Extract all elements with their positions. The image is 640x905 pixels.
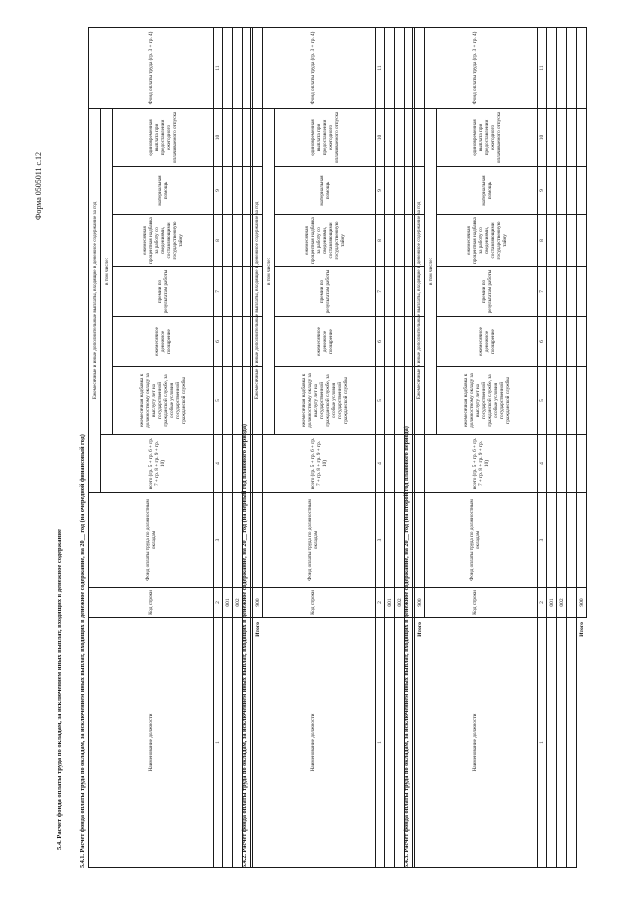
header-position-name: Наименование должности <box>413 618 538 868</box>
header-col8: ежемесячная процентная надбавка за работу со сведениями, составляющими государственную тайну <box>113 215 214 267</box>
column-number: 5 <box>214 367 223 435</box>
header-col9: материальная помощь <box>275 167 376 215</box>
cell-line-code <box>567 588 577 618</box>
column-number: 1 <box>214 618 223 868</box>
rotated-table-block-3 <box>402 27 587 868</box>
cell <box>577 267 587 317</box>
cell-position <box>547 618 557 868</box>
column-number: 7 <box>214 267 223 317</box>
column-number: 10 <box>214 109 223 167</box>
total-line-code: 900 <box>577 588 587 618</box>
cell <box>385 215 395 267</box>
header-line-code: Код строки <box>89 588 214 618</box>
cell <box>223 367 233 435</box>
header-line-code: Код строки <box>413 588 538 618</box>
rotated-table-block-1 <box>78 27 263 868</box>
cell-line-code: 001 <box>385 588 395 618</box>
cell-position <box>557 618 567 868</box>
cell <box>223 215 233 267</box>
header-in-that-number: в том числе: <box>425 109 437 435</box>
cell <box>385 267 395 317</box>
cell-line-code: 002 <box>557 588 567 618</box>
cell <box>547 435 557 493</box>
cell <box>557 493 567 588</box>
cell <box>223 435 233 493</box>
header-in-that-number: в том числе: <box>263 109 275 435</box>
header-col10: единовременная выплата при предоставлении ежегодного оплачиваемого отпуска <box>113 109 214 167</box>
cell <box>223 267 233 317</box>
header-other-payments: Ежемесячные и иные дополнительные выплаты, входящие в денежное содержание за год <box>89 109 101 493</box>
column-number: 9 <box>376 167 385 215</box>
cell <box>577 317 587 367</box>
cell <box>567 109 577 167</box>
total-line-code: 900 <box>253 588 263 618</box>
column-number: 7 <box>538 267 547 317</box>
cell <box>577 493 587 588</box>
cell <box>547 28 557 109</box>
column-number: 6 <box>376 317 385 367</box>
header-col7: премии по результатам работы <box>437 267 538 317</box>
cell <box>547 367 557 435</box>
fund-table <box>88 27 263 868</box>
header-col6: ежемесячное денежное поощрение <box>275 317 376 367</box>
cell <box>567 167 577 215</box>
total-line-code: 900 <box>415 588 425 618</box>
column-number: 8 <box>538 215 547 267</box>
cell-line-code: 001 <box>547 588 557 618</box>
column-number: 9 <box>214 167 223 215</box>
header-position-name: Наименование должности <box>251 618 376 868</box>
cell <box>557 435 567 493</box>
cell <box>557 267 567 317</box>
column-number: 9 <box>538 167 547 215</box>
header-fund-total: Фонд оплаты труда (гр. 3 + гр. 4) <box>413 28 538 109</box>
header-col8: ежемесячная процентная надбавка за работу со сведениями, составляющими государственную тайну <box>275 215 376 267</box>
column-number-row <box>538 28 547 868</box>
column-number: 8 <box>214 215 223 267</box>
cell <box>223 167 233 215</box>
cell <box>577 167 587 215</box>
header-col5: ежемесячная надбавка к должностному окладу за выслугу лет на государственной гражданской службе, за особые условия государственной гражданской службы <box>437 367 538 435</box>
cell <box>577 367 587 435</box>
cell <box>577 109 587 167</box>
column-number: 10 <box>376 109 385 167</box>
cell <box>223 28 233 109</box>
cell <box>577 28 587 109</box>
column-number-row <box>214 28 223 868</box>
column-number: 3 <box>376 493 385 588</box>
header-col9: материальная помощь <box>437 167 538 215</box>
total-label: Итого <box>416 622 423 637</box>
column-number: 4 <box>214 435 223 493</box>
header-col6: ежемесячное денежное поощрение <box>113 317 214 367</box>
cell <box>567 215 577 267</box>
column-number: 4 <box>376 435 385 493</box>
cell <box>385 367 395 435</box>
table-row <box>547 28 557 868</box>
header-col5: ежемесячная надбавка к должностному окладу за выслугу лет на государственной гражданской службе, за особые условия государственной гражданской службы <box>113 367 214 435</box>
column-number: 6 <box>538 317 547 367</box>
form-code: Форма 0505011 с.12 <box>34 151 43 220</box>
column-number: 1 <box>538 618 547 868</box>
cell <box>385 317 395 367</box>
cell <box>547 493 557 588</box>
column-number: 11 <box>376 28 385 109</box>
header-col8: ежемесячная процентная надбавка за работу со сведениями, составляющими государственную тайну <box>437 215 538 267</box>
cell <box>223 317 233 367</box>
total-row <box>577 28 587 868</box>
cell-line-code: 002 <box>395 588 405 618</box>
cell <box>567 493 577 588</box>
cell <box>547 215 557 267</box>
header-salary-fund: Фонд оплаты труда по должностным окладам <box>251 493 376 588</box>
column-number: 11 <box>538 28 547 109</box>
header-col6: ежемесячное денежное поощрение <box>437 317 538 367</box>
cell <box>577 435 587 493</box>
section-title: 5.4. Расчет фонда оплаты труда по окладам, за исключением иных выплат, входящих в денежное содержание <box>56 529 63 850</box>
cell-line-code: 002 <box>233 588 243 618</box>
header-total: всего (гр. 5 + гр. 6 + гр. 7 + гр. 8 + гр. 9 + гр. 10) <box>101 435 214 493</box>
column-number: 2 <box>538 588 547 618</box>
header-total: всего (гр. 5 + гр. 6 + гр. 7 + гр. 8 + гр. 9 + гр. 10) <box>425 435 538 493</box>
cell <box>567 28 577 109</box>
column-number: 4 <box>538 435 547 493</box>
cell <box>567 435 577 493</box>
table-caption: 5.4.3. Расчет фонда оплаты труда по окладам, за исключением иных выплат, входящих в денежное содержание, на 20__ год (на второй год планового периода) <box>403 426 410 868</box>
cell <box>557 167 567 215</box>
column-number: 11 <box>214 28 223 109</box>
header-salary-fund: Фонд оплаты труда по должностным окладам <box>413 493 538 588</box>
header-col9: материальная помощь <box>113 167 214 215</box>
header-col7: премии по результатам работы <box>275 267 376 317</box>
table-caption: 5.4.1. Расчет фонда оплаты труда по окладам, за исключением иных выплат, входящих в денежное содержание, на 20__ год (на очередной финансовый год) <box>79 434 86 868</box>
column-number: 6 <box>214 317 223 367</box>
cell <box>385 28 395 109</box>
cell <box>557 367 567 435</box>
cell-position <box>385 618 395 868</box>
cell <box>567 317 577 367</box>
fund-table <box>412 27 587 868</box>
table-row <box>557 28 567 868</box>
table-row <box>567 28 577 868</box>
column-number: 3 <box>538 493 547 588</box>
cell <box>547 167 557 215</box>
table-row <box>223 28 233 868</box>
column-number: 5 <box>538 367 547 435</box>
column-number: 8 <box>376 215 385 267</box>
cell <box>547 109 557 167</box>
cell <box>557 317 567 367</box>
total-label: Итого <box>578 622 585 637</box>
header-in-that-number: в том числе: <box>101 109 113 435</box>
cell <box>567 367 577 435</box>
cell <box>385 109 395 167</box>
cell <box>385 435 395 493</box>
cell <box>385 493 395 588</box>
cell-position <box>567 618 577 868</box>
column-number: 3 <box>214 493 223 588</box>
cell <box>223 493 233 588</box>
cell-position <box>223 618 233 868</box>
cell <box>223 109 233 167</box>
header-fund-total: Фонд оплаты труда (гр. 3 + гр. 4) <box>251 28 376 109</box>
fund-table <box>250 27 425 868</box>
cell <box>557 215 567 267</box>
header-position-name: Наименование должности <box>89 618 214 868</box>
header-col7: премии по результатам работы <box>113 267 214 317</box>
header-salary-fund: Фонд оплаты труда по должностным окладам <box>89 493 214 588</box>
header-total: всего (гр. 5 + гр. 6 + гр. 7 + гр. 8 + гр. 9 + гр. 10) <box>263 435 376 493</box>
cell <box>385 167 395 215</box>
rotated-table-block-2 <box>240 27 425 868</box>
header-col5: ежемесячная надбавка к должностному окладу за выслугу лет на государственной гражданской службе, за особые условия государственной гражданской службы <box>275 367 376 435</box>
column-number: 2 <box>376 588 385 618</box>
header-fund-total: Фонд оплаты труда (гр. 3 + гр. 4) <box>89 28 214 109</box>
cell <box>547 267 557 317</box>
cell <box>557 28 567 109</box>
column-number: 2 <box>214 588 223 618</box>
cell <box>547 317 557 367</box>
column-number: 10 <box>538 109 547 167</box>
column-number-row <box>376 28 385 868</box>
cell <box>557 109 567 167</box>
column-number: 1 <box>376 618 385 868</box>
header-other-payments: Ежемесячные и иные дополнительные выплаты, входящие в денежное содержание за год <box>413 109 425 493</box>
column-number: 5 <box>376 367 385 435</box>
total-label: Итого <box>254 622 261 637</box>
cell <box>567 267 577 317</box>
header-col10: единовременная выплата при предоставлении ежегодного оплачиваемого отпуска <box>275 109 376 167</box>
header-other-payments: Ежемесячные и иные дополнительные выплаты, входящие в денежное содержание за год <box>251 109 263 493</box>
header-line-code: Код строки <box>251 588 376 618</box>
column-number: 7 <box>376 267 385 317</box>
cell <box>577 215 587 267</box>
table-row <box>385 28 395 868</box>
header-col10: единовременная выплата при предоставлении ежегодного оплачиваемого отпуска <box>437 109 538 167</box>
cell-line-code: 001 <box>223 588 233 618</box>
table-caption: 5.4.2. Расчет фонда оплаты труда по окладам, за исключением иных выплат, входящих в денежное содержание, на 20__ год (на первый год планового периода) <box>241 424 248 868</box>
